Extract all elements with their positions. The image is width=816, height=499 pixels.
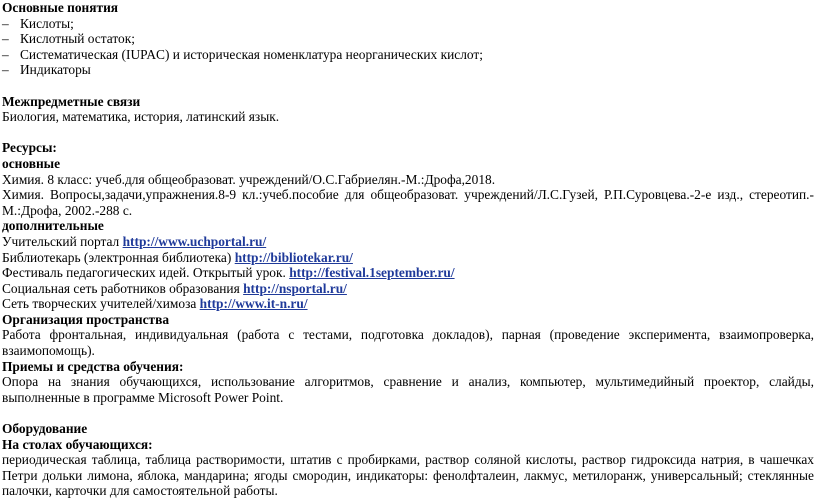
methods-text: Опора на знания обучающихся, использование алгоритмов, сравнение и анализ, компьютер, мультимедийный проектор, слайды, выполненные в программе Microsoft Power Point. [2,374,814,405]
concept-text: Индикаторы [20,62,91,78]
concepts-heading: Основные понятия [2,0,119,15]
festival-link[interactable]: http://festival.1september.ru/ [289,265,455,281]
resource-link-row [2,281,814,297]
resource-link-row [2,234,814,250]
bibliotekar-link[interactable]: http://bibliotekar.ru/ [234,249,353,265]
concept-item [2,47,814,63]
concept-item [2,62,814,78]
nsportal-link[interactable]: http://nsportal.ru/ [243,280,347,296]
resource-link-label: Сеть творческих учителей/химоза [2,296,200,312]
list-dash: – [2,46,9,62]
resource-link-row [2,296,814,312]
concept-text: Кислотный остаток; [20,31,135,47]
organization-text: Работа фронтальная, индивидуальная (работа с тестами, подготовка докладов), парная (проведение эксперимента, взаимопроверка, взаимопомощь). [2,327,814,359]
document [2,0,814,499]
interdisciplinary-text: Биология, математика, история, латинский язык. [2,109,280,125]
equipment-sub-heading: На столах обучающихся: [2,436,153,452]
methods-heading: Приемы и средства обучения: [2,358,184,374]
resource-link-label: Библиотекарь (электронная библиотека) [2,249,235,265]
concept-text: Систематическая (IUPAC) и историческая номенклатура неорганических кислот; [20,46,483,62]
list-dash: – [2,31,9,47]
resources-main-heading: основные [2,155,61,171]
concept-item [2,16,814,32]
resource-link-label: Социальная сеть работников образования [2,280,244,296]
interdisciplinary-heading: Межпредметные связи [2,93,141,109]
concept-text: Кислоты; [20,15,74,31]
concept-item [2,31,814,47]
resource-main-item: Химия. Вопросы,задачи,упражнения.8-9 кл.:учеб.пособие для общеобразоват. учреждений/Л.С.Гузей, Р.П.Суровцева.-2-е изд., стереотип.- М.:Дрофа, 2002.-288 с. [2,187,814,218]
resources-extra-heading: дополнительные [2,218,104,234]
resource-link-row [2,265,814,281]
equipment-text: периодическая таблица, таблица растворимости, штатив с пробирками, раствор соляной кислоты, раствор гидроксида натрия, в чашечках Петри дольки лимона, яблока, мандарина; ягоды смородин, индикаторы: фенолфталеин, лакмус, метилоранж, универсальный; стеклянные палочки, карточки для самостоятельной работы. [2,452,814,499]
it-n-link[interactable]: http://www.it-n.ru/ [199,296,308,312]
resource-main-item: Химия. 8 класс: учеб.для общеобразоват. учреждений/О.С.Габриелян.-М.:Дрофа,2018. [2,171,496,187]
list-dash: – [2,62,9,78]
list-dash: – [2,15,9,31]
resource-link-label: Учительский портал [2,233,123,249]
resources-heading: Ресурсы: [2,140,57,156]
equipment-heading: Оборудование [2,421,88,437]
resource-link-label: Фестиваль педагогических идей. Открытый урок. [2,265,290,281]
resource-link-row [2,250,814,266]
uchportal-link[interactable]: http://www.uchportal.ru/ [122,233,267,249]
organization-heading: Организация пространства [2,311,170,327]
